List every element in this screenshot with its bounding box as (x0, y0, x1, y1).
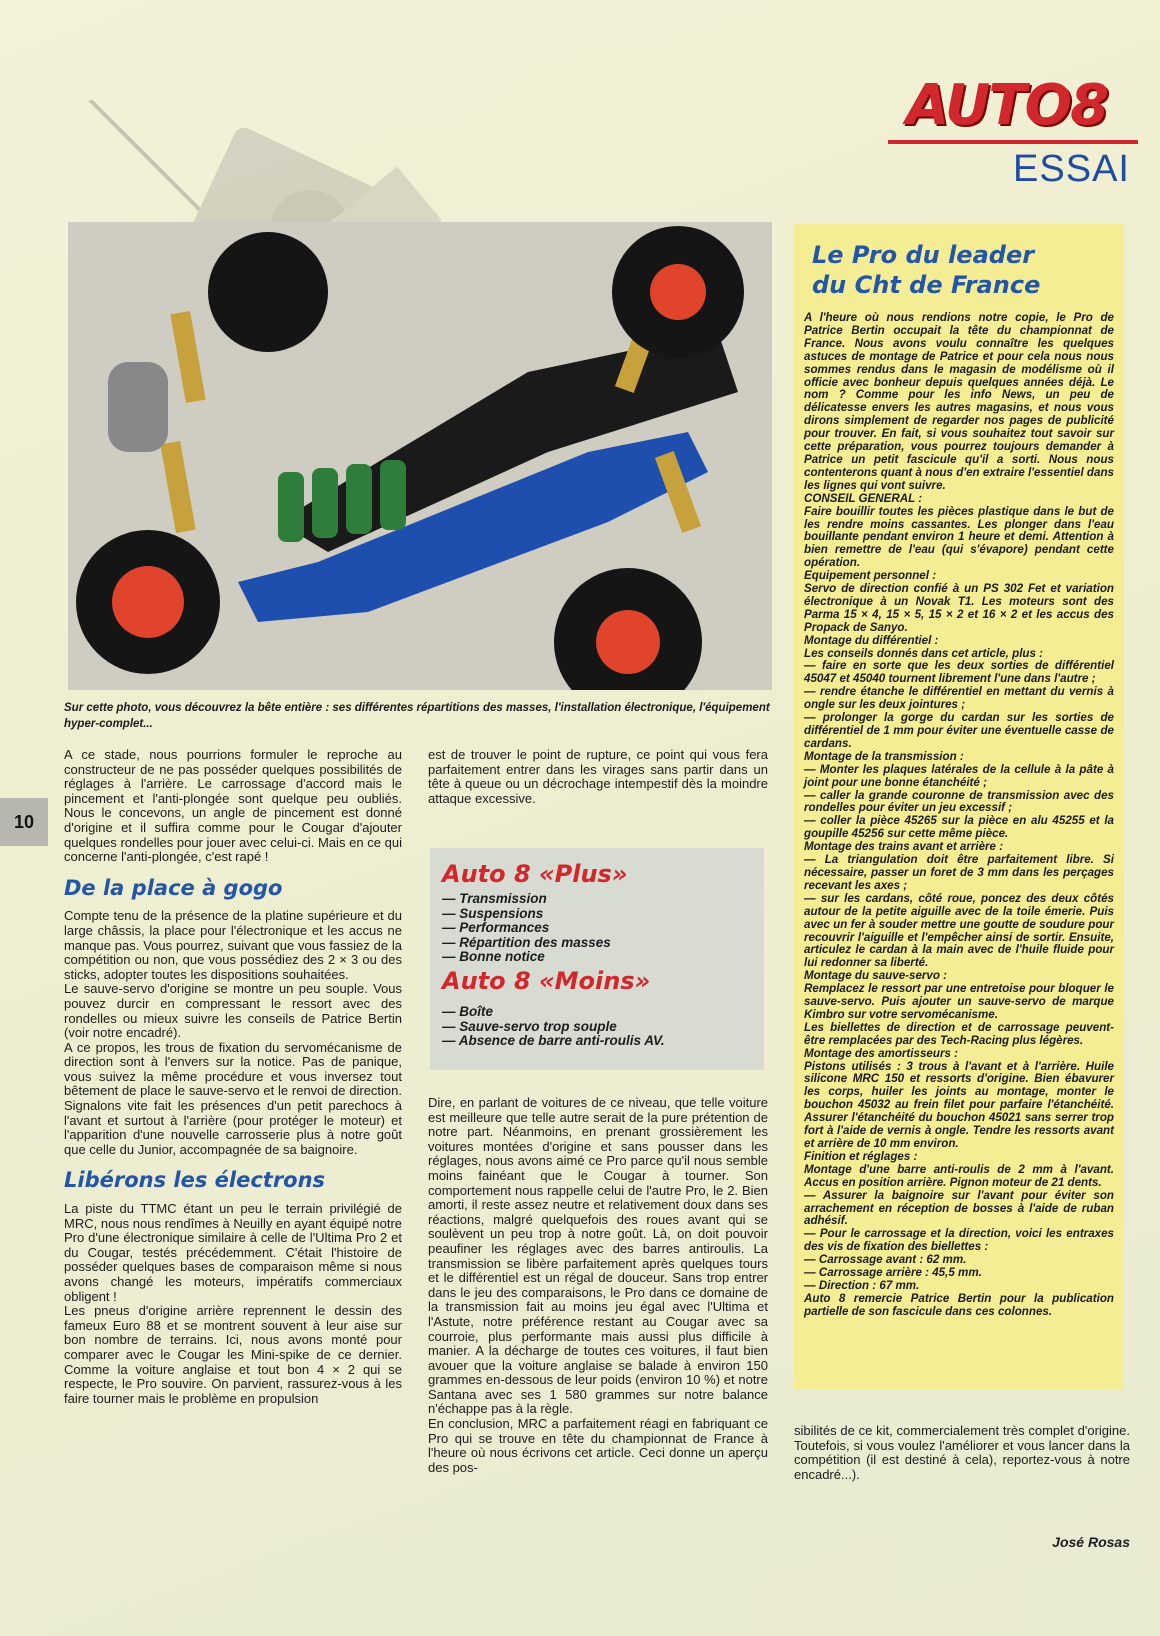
sidebar-line: — sur les cardans, côté roue, poncez des deux côtés autour de la petite aiguille avec de la toile émerie. Puis avec un fer à souder mettre une goutte de soudure pour recouvrir l'aiguille et l'empêcher ainsi de sortir. Ensuite, articulez le cardan à la main avec de l'huile fluide pour lui redonner sa liberté. (804, 891, 1114, 970)
article-column-2-top (428, 748, 768, 806)
col3-end: sibilités de ce kit, commercialement très complet d'origine. Toutefois, si vous voulez l'améliorer et vous lancer dans la compétition (il est destiné à cela), reportez-vous à notre encadré...). (794, 1423, 1130, 1482)
sidebar-title (812, 240, 1114, 300)
col2-top: est de trouver le point de rupture, ce point qui vous fera parfaitement entrer dans les virages sans partir dans un tête à queue ou un décrochage intempestif dès la moindre attaque excessive. (428, 747, 768, 806)
sidebar-line: Finition et réglages : (804, 1149, 918, 1163)
logo-text: AUTO8 (906, 73, 1108, 138)
plus-item: — Bonne notice (442, 949, 545, 965)
sidebar-line: — Assurer la baignoire sur l'avant pour éviter son arrachement en réception de bosses à l'aide de ruban adhésif. (804, 1188, 1114, 1228)
col1-p4: La piste du TTMC étant un peu le terrain privilégié de MRC, nous nous rendîmes à Neuilly en ayant équipé notre Pro d'une électronique similaire à celle de l'Ultima Pro 2 et du Cougar, testés précédemment. C'était l'histoire de posséder quelques bases de comparaison même si nous avons changé les moteurs, impératifs commerciaux obligent ! (64, 1201, 402, 1304)
plus-minus-box (430, 848, 764, 1070)
sidebar-line: — Direction : 67 mm. (804, 1278, 920, 1292)
sidebar-line: Servo de direction confié à un PS 302 Fet et variation électronique à un Novak T1. Les moteurs sont des Parma 15 × 4, 15 × 5, 15 × 2 et 16 × 2 et les accus des Propack de Sanyo. (804, 582, 1114, 634)
sidebar-line: — Carrossage arrière : 45,5 mm. (804, 1266, 982, 1280)
sidebar-line: Montage des trains avant et arrière : (804, 840, 1004, 854)
article-column-2-bottom (428, 1096, 768, 1475)
sidebar-line: Montage du sauve-servo : (804, 969, 948, 983)
magazine-logo (888, 72, 1138, 152)
page-number: 10 (0, 798, 48, 846)
sidebar-line: Equipement personnel : (804, 569, 937, 583)
minus-item: — Boîte (442, 1003, 494, 1019)
minus-list (442, 1005, 752, 1049)
buggy-illustration (68, 222, 772, 690)
sidebar-line: — La triangulation doit être parfaitement libre. Si nécessaire, passer un foret de 3 mm dans les perçages recevant les axes ; (804, 853, 1114, 892)
col1-p3: A ce propos, les trous de fixation du servomécanisme de direction sont à l'envers sur la notice. Pas de panique, vous suivez la même procédure et vous inversez tout bêtement de place le sauve-servo et le renvoi de direction. Signalons vite fait les présences d'un petit parechocs à l'avant et surtout à l'arrière (pour protéger le moteur) et l'apparition d'une nouvelle carrosserie plus à notre goût que celle du Junior, accompagnée de sa baignoire. (64, 1039, 402, 1157)
sidebar-line: Montage des amortisseurs : (804, 1046, 958, 1060)
author: José Rosas (1052, 1534, 1130, 1550)
sidebar-intro: A l'heure où nous rendions notre copie, le Pro de Patrice Bertin occupait la tête du championnat de France. Nous avons voulu connaître les quelques astuces de montage de Patrice et pour cela nous nous sommes rendus dans le magasin de modélisme où il officie avec bonheur depuis quelques années déjà. Le nom ? Comme pour les info News, un peu de délicatesse envers les autres magasins, et nous vous dirons simplement de regarder nos pages de publicité pour trouver. En fait, si vous souhaitez tout savoir sur cette préparation, vous pourrez toujours demander à Patrice un petit fascicule qu'il a sorti. Nous nous contenterons quant à nous d'en extraire l'essentiel dans les lignes qui vont suivre. (804, 311, 1114, 492)
minus-title: Auto 8 «Moins» (442, 966, 651, 995)
sidebar-line: Les conseils donnés dans cet article, plus : (804, 646, 1044, 660)
sidebar-line: Montage du différentiel : (804, 633, 939, 647)
sidebar-line: Montage d'une barre anti-roulis de 2 mm à l'avant. Accus en position arrière. Pignon moteur de 21 dents. (804, 1162, 1114, 1189)
sidebar-line: Montage de la transmission : (804, 749, 964, 763)
col2-p2: En conclusion, MRC a parfaitement réagi en fabriquant ce Pro qui se trouve en tête du championnat de France à l'heure où nous écrivons cet article. Ceci donne un aperçu des pos- (428, 1416, 768, 1475)
plus-item: — Transmission (442, 891, 547, 906)
car-photo (68, 222, 772, 690)
sidebar-line: Auto 8 remercie Patrice Bertin pour la publication partielle de son fascicule dans ces colonnes. (804, 1291, 1114, 1318)
minus-item: — Absence de barre anti-roulis AV. (442, 1033, 665, 1049)
sidebar-lines (804, 493, 1114, 1319)
sidebar-line: — coller la pièce 45265 sur la pièce en alu 45255 et la goupille 45256 sur cette même pièce. (804, 814, 1114, 841)
col1-p2: Le sauve-servo d'origine se montre un peu souple. Vous pouvez durcir en compressant le ressort avec des rondelles ou mieux suivre les conseils de Patrice Bertin (voir notre encadré). (64, 981, 402, 1041)
sidebar-body (804, 312, 1114, 1319)
sidebar-line: CONSEIL GENERAL : (804, 491, 923, 505)
sidebar-line: — caller la grande couronne de transmission avec des rondelles pour éviter un jeu excessif ; (804, 788, 1114, 815)
sidebar-title-line1: Le Pro du leader (812, 241, 1035, 269)
sidebar-line: — Carrossage avant : 62 mm. (804, 1253, 967, 1267)
plus-item: — Suspensions (442, 905, 544, 921)
sidebar-line: — Monter les plaques latérales de la cellule à la pâte à joint pour une bonne étanchéité ; (804, 762, 1114, 789)
sidebar-line: — prolonger la gorge du cardan sur les sorties de différentiel de 1 mm pour éviter une éventuelle casse de cardans. (804, 711, 1114, 750)
plus-item: — Répartition des masses (442, 934, 611, 950)
heading-liberons-electrons: Libérons les électrons (64, 1168, 326, 1193)
plus-item: — Performances (442, 920, 550, 936)
sidebar-title-line2: du Cht de France (812, 271, 1041, 299)
sidebar-line: Pistons utilisés : 3 trous à l'avant et à l'arrière. Huile silicone MRC 150 et ressorts d'origine. Bien ébavurer les corps, huiler les joints au montage, monter le bouchon 45032 au frein filet pour parfaire l'étanchéité. Assurer l'étanchéité du bouchon 45021 sans serrer trop fort à l'aide de vernis à ongle. Tendre les ressorts avant et arrière de 10 mm environ. (804, 1059, 1114, 1150)
sidebar-line: — rendre étanche le différentiel en mettant du vernis à ongle sur les deux jointures ; (804, 685, 1114, 712)
col1-p5: Les pneus d'origine arrière reprennent le dessin des fameux Euro 88 et se montrent souvent à leur aise sur bon nombre de terrains. Ici, nous avons monté pour comparer avec le Cougar les Mini-spike de ce dernier. Comme la voiture anglaise et tout bon 4 × 2 qui se respecte, le Pro souvire. On parvient, rassurez-vous à les faire tourner mais le problème en propulsion (64, 1303, 402, 1406)
col2-p1: Dire, en parlant de voitures de ce niveau, que telle voiture est meilleure que telle autre serait de la pure prétention de notre part. Néanmoins, en prenant grossièrement les voitures montées d'origine et sans pousser dans les réglages, nous avons aimé ce Pro parce qu'il nous semble moins fainéant que le Cougar à tourner. Son comportement nous rappelle celui de l'autre Pro, le 2. Bien amorti, il reste assez neutre et relativement doux dans ses réactions, malgré quelquefois des roues avant qui se soulèvent un peu trop à notre goût. Là, on doit pouvoir peaufiner les réglages avec des barres antiroulis. La transmission se libère parfaitement après quelques tours et le différentiel est un régal de douceur. Sans trop entrer dans le jeu des comparaisons, le Pro dans ce domaine de la transmission fait au moins jeu égal avec l'Ultima et l'Astute, notre préférence restant au Cougar avec sa courroie, plus performante mais aussi plus difficile à manier. A la décharge de toutes ces voitures, il faut bien avouer que la voiture anglaise se balade à environ 150 grammes en-dessous de leur poids (environ 10 %) et notre Santana avec ses 1 580 grammes sur notre balance n'échappe pas à la règle. (428, 1095, 768, 1417)
sidebar-line: Les biellettes de direction et de carrossage peuvent-être remplacées par des Tech-Racing plus légères. (804, 1020, 1114, 1047)
sidebar-line: — Pour le carrossage et la direction, voici les entraxes des vis de fixation des biellettes : (804, 1227, 1114, 1254)
photo-caption: Sur cette photo, vous découvrez la bête entière : ses différentes répartitions des masses, l'installation électronique, l'équipement hyper-complet... (64, 702, 770, 730)
article-column-1 (64, 748, 402, 1406)
sidebar-box (794, 224, 1124, 1390)
plus-list (442, 892, 752, 965)
sidebar-line: Remplacez le ressort par une entretoise pour bloquer le sauve-servo. Puis ajouter un sauve-servo de marque Kimbro sur votre servomécanisme. (804, 982, 1114, 1021)
sidebar-line: Faire bouillir toutes les pièces plastique dans le but de les rendre moins cassantes. Les plonger dans l'eau bouillante pendant environ 1 heure et demi. Attention à bien remettre de l'eau (qui s'évapore) pendant cette opération. (804, 504, 1114, 570)
plus-title: Auto 8 «Plus» (442, 860, 628, 888)
heading-place-a-gogo: De la place à gogo (64, 875, 283, 900)
sidebar-line: — faire en sorte que les deux sorties de différentiel 45047 et 45040 tournent librement l'une dans l'autre ; (804, 659, 1114, 686)
minus-item: — Sauve-servo trop souple (442, 1018, 617, 1034)
col1-intro: A ce stade, nous pourrions formuler le reproche au constructeur de ne pas posséder quelques possibilités de réglages à l'arrière. Le carrossage d'accord mais le pincement et l'anti-plongée sont quelque peu oubliés. Nous le concevons, un angle de pincement est donné d'origine et il suffira comme pour le Cougar d'ajouter quelques rondelles pour jouer avec celui-ci. Mais en ce qui concerne l'anti-plongée, c'est rapé ! (64, 747, 402, 865)
logo-underline (888, 140, 1138, 144)
col1-p1: Compte tenu de la présence de la platine supérieure et du large châssis, la place pour l'électronique et les accus ne manque pas. Vous pourrez, suivant que vous fassiez de la compétition ou non, que vous possédiez des 2 × 3 ou des sticks, adopter toutes les dispositions souhaitées. (64, 908, 402, 982)
article-column-3-end (794, 1424, 1130, 1482)
section-label: ESSAI (1013, 148, 1130, 190)
